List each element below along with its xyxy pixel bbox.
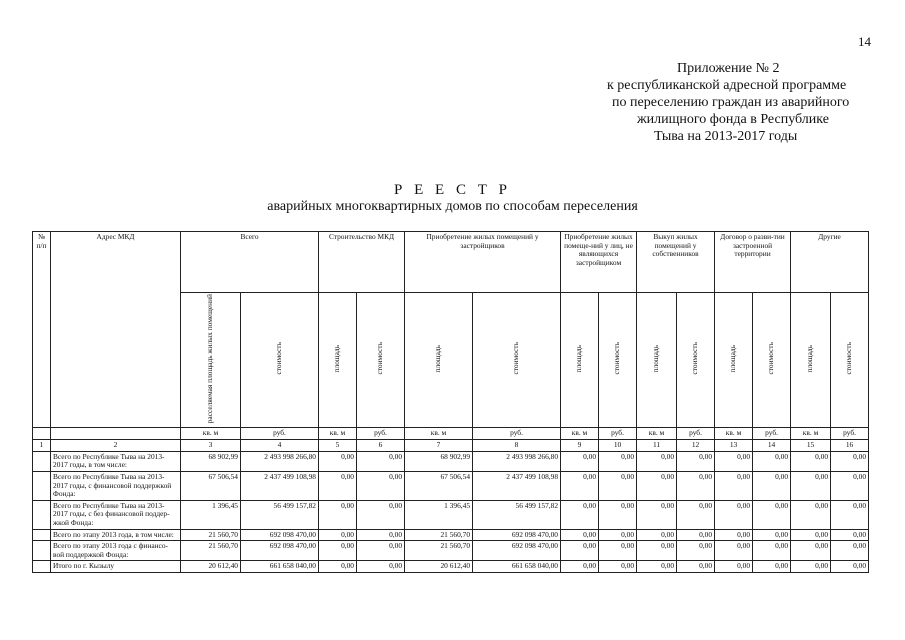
value-cell: 661 658 040,00 [241, 561, 319, 573]
value-cell: 0,00 [561, 500, 599, 529]
value-cell: 0,00 [637, 500, 677, 529]
value-cell: 0,00 [791, 500, 831, 529]
column-index-row [33, 439, 869, 451]
value-cell: 0,00 [561, 529, 599, 541]
value-cell: 1 396,45 [181, 500, 241, 529]
value-cell: 0,00 [319, 561, 357, 573]
row-label-cell: Всего по этапу 2013 года, в том числе: [51, 529, 181, 541]
value-cell: 0,00 [319, 541, 357, 561]
column-index: 10 [599, 439, 637, 451]
value-cell: 67 506,54 [181, 472, 241, 501]
value-cell: 0,00 [599, 541, 637, 561]
value-cell: 0,00 [637, 451, 677, 471]
unit-cell: кв. м [791, 427, 831, 439]
column-index: 11 [637, 439, 677, 451]
value-cell: 0,00 [637, 529, 677, 541]
col-header-other: Другие [791, 232, 869, 293]
col-header-development: Договор о разви-тии застроенной территории [715, 232, 791, 293]
page-number: 14 [858, 34, 871, 49]
value-cell: 0,00 [831, 561, 869, 573]
value-cell: 0,00 [831, 451, 869, 471]
value-cell: 21 560,70 [405, 541, 473, 561]
value-cell: 0,00 [715, 541, 753, 561]
value-cell: 21 560,70 [181, 529, 241, 541]
column-index: 15 [791, 439, 831, 451]
column-index: 4 [241, 439, 319, 451]
value-cell: 0,00 [561, 451, 599, 471]
column-index: 6 [357, 439, 405, 451]
value-cell: 0,00 [753, 541, 791, 561]
value-cell: 0,00 [319, 500, 357, 529]
row-number-cell [33, 451, 51, 471]
table-row [33, 500, 869, 529]
value-cell: 56 499 157,82 [473, 500, 561, 529]
row-number-cell [33, 541, 51, 561]
unit-cell: руб. [753, 427, 791, 439]
value-cell: 0,00 [791, 451, 831, 471]
value-cell: 0,00 [319, 451, 357, 471]
column-index: 7 [405, 439, 473, 451]
value-cell: 0,00 [599, 529, 637, 541]
value-cell: 21 560,70 [181, 541, 241, 561]
value-cell: 0,00 [753, 451, 791, 471]
subheader-area: площадь [561, 293, 599, 428]
value-cell: 0,00 [599, 500, 637, 529]
value-cell: 692 098 470,00 [241, 529, 319, 541]
subheader-cost: стоимость [473, 293, 561, 428]
column-index: 14 [753, 439, 791, 451]
table-row [33, 541, 869, 561]
unit-cell: руб. [831, 427, 869, 439]
value-cell: 0,00 [357, 451, 405, 471]
value-cell: 0,00 [677, 451, 715, 471]
value-cell: 0,00 [791, 541, 831, 561]
unit-cell-empty [33, 427, 51, 439]
value-cell: 0,00 [319, 472, 357, 501]
value-cell: 0,00 [677, 529, 715, 541]
row-label-cell: Всего по Республике Тыва на 2013-2017 годы, с финансовой поддержкой Фонда: [51, 472, 181, 501]
document-title: Р Е Е С Т Р [394, 182, 511, 198]
row-label-cell: Всего по этапу 2013 года с финансо-вой поддержкой Фонда: [51, 541, 181, 561]
unit-cell: кв. м [561, 427, 599, 439]
unit-cell: руб. [677, 427, 715, 439]
unit-cell: кв. м [319, 427, 357, 439]
row-number-cell [33, 529, 51, 541]
appendix-line: Приложение № 2 [677, 61, 780, 76]
value-cell: 0,00 [561, 472, 599, 501]
value-cell: 0,00 [357, 472, 405, 501]
value-cell: 0,00 [831, 500, 869, 529]
unit-cell: кв. м [637, 427, 677, 439]
subheader-cost: стоимость [599, 293, 637, 428]
value-cell: 0,00 [677, 472, 715, 501]
table-row [33, 529, 869, 541]
subheader-cost: стоимость [753, 293, 791, 428]
value-cell: 20 612,40 [405, 561, 473, 573]
subheader-resettled-area: расселяемая площадь жилых помещений [181, 293, 241, 428]
value-cell: 661 658 040,00 [473, 561, 561, 573]
unit-cell: руб. [599, 427, 637, 439]
value-cell: 0,00 [831, 472, 869, 501]
column-index: 13 [715, 439, 753, 451]
column-index: 1 [33, 439, 51, 451]
value-cell: 0,00 [561, 541, 599, 561]
unit-cell: кв. м [181, 427, 241, 439]
col-header-construction: Строительство МКД [319, 232, 405, 293]
appendix-line: жилищного фонда в Республике [637, 112, 829, 127]
table-row [33, 561, 869, 573]
value-cell: 0,00 [637, 472, 677, 501]
column-index: 16 [831, 439, 869, 451]
column-index: 3 [181, 439, 241, 451]
subheader-cost: стоимость [831, 293, 869, 428]
value-cell: 0,00 [357, 541, 405, 561]
row-label-cell: Всего по Республике Тыва на 2013-2017 годы, в том числе: [51, 451, 181, 471]
value-cell: 68 902,99 [181, 451, 241, 471]
header-row [33, 232, 869, 293]
value-cell: 2 437 499 108,98 [473, 472, 561, 501]
col-header-address: Адрес МКД [51, 232, 181, 428]
value-cell: 0,00 [753, 529, 791, 541]
table-row [33, 451, 869, 471]
unit-cell: кв. м [715, 427, 753, 439]
row-number-cell [33, 561, 51, 573]
row-label-cell: Итого по г. Кызылу [51, 561, 181, 573]
value-cell: 0,00 [715, 561, 753, 573]
value-cell: 0,00 [561, 561, 599, 573]
value-cell: 0,00 [357, 529, 405, 541]
value-cell: 692 098 470,00 [473, 541, 561, 561]
value-cell: 0,00 [637, 561, 677, 573]
unit-cell-empty [51, 427, 181, 439]
table-row [33, 472, 869, 501]
value-cell: 2 493 998 266,80 [241, 451, 319, 471]
subheader-cost: стоимость [677, 293, 715, 428]
value-cell: 1 396,45 [405, 500, 473, 529]
value-cell: 68 902,99 [405, 451, 473, 471]
value-cell: 0,00 [791, 529, 831, 541]
subheader-area: площадь [319, 293, 357, 428]
unit-cell: кв. м [405, 427, 473, 439]
appendix-line: по переселению граждан из аварийного [612, 95, 850, 110]
column-index: 9 [561, 439, 599, 451]
appendix-line: Тыва на 2013-2017 годы [654, 129, 798, 144]
value-cell: 0,00 [791, 472, 831, 501]
unit-cell: руб. [241, 427, 319, 439]
subheader-area: площадь [405, 293, 473, 428]
units-row [33, 427, 869, 439]
value-cell: 0,00 [599, 451, 637, 471]
value-cell: 0,00 [715, 451, 753, 471]
value-cell: 0,00 [831, 541, 869, 561]
col-header-buyout: Выкуп жилых помещений у собственников [637, 232, 715, 293]
value-cell: 0,00 [357, 500, 405, 529]
column-index: 5 [319, 439, 357, 451]
value-cell: 0,00 [677, 500, 715, 529]
value-cell: 2 493 998 266,80 [473, 451, 561, 471]
subheader-cost: стоимость [241, 293, 319, 428]
unit-cell: руб. [357, 427, 405, 439]
unit-cell: руб. [473, 427, 561, 439]
col-header-purchase-developer: Приобретение жилых помещений у застройщиков [405, 232, 561, 293]
row-number-cell [33, 472, 51, 501]
registry-table [32, 231, 869, 573]
value-cell: 0,00 [753, 561, 791, 573]
value-cell: 692 098 470,00 [473, 529, 561, 541]
value-cell: 0,00 [599, 472, 637, 501]
row-number-cell [33, 500, 51, 529]
value-cell: 0,00 [715, 472, 753, 501]
value-cell: 0,00 [753, 472, 791, 501]
value-cell: 0,00 [715, 500, 753, 529]
value-cell: 0,00 [637, 541, 677, 561]
col-header-num: № п/п [33, 232, 51, 428]
value-cell: 0,00 [319, 529, 357, 541]
value-cell: 0,00 [715, 529, 753, 541]
value-cell: 0,00 [677, 541, 715, 561]
value-cell: 0,00 [357, 561, 405, 573]
appendix-block [560, 60, 900, 145]
row-label-cell: Всего по Республике Тыва на 2013-2017 годы, с без финансовой поддер-жкой Фонда: [51, 500, 181, 529]
value-cell: 692 098 470,00 [241, 541, 319, 561]
value-cell: 2 437 499 108,98 [241, 472, 319, 501]
subheader-cost: стоимость [357, 293, 405, 428]
column-index: 8 [473, 439, 561, 451]
col-header-total: Всего [181, 232, 319, 293]
appendix-line: к республиканской адресной программе [607, 78, 847, 93]
subheader-area: площадь [637, 293, 677, 428]
value-cell: 20 612,40 [181, 561, 241, 573]
value-cell: 0,00 [753, 500, 791, 529]
value-cell: 56 499 157,82 [241, 500, 319, 529]
column-index: 12 [677, 439, 715, 451]
value-cell: 0,00 [599, 561, 637, 573]
value-cell: 0,00 [677, 561, 715, 573]
column-index: 2 [51, 439, 181, 451]
value-cell: 0,00 [831, 529, 869, 541]
value-cell: 67 506,54 [405, 472, 473, 501]
value-cell: 0,00 [791, 561, 831, 573]
subheader-area: площадь [715, 293, 753, 428]
document-subtitle: аварийных многоквартирных домов по способам переселения [267, 199, 638, 214]
subheader-area: площадь [791, 293, 831, 428]
col-header-purchase-nondeveloper: Приобретение жилых помеще-ний у лиц, не являющихся застройщиком [561, 232, 637, 293]
value-cell: 21 560,70 [405, 529, 473, 541]
